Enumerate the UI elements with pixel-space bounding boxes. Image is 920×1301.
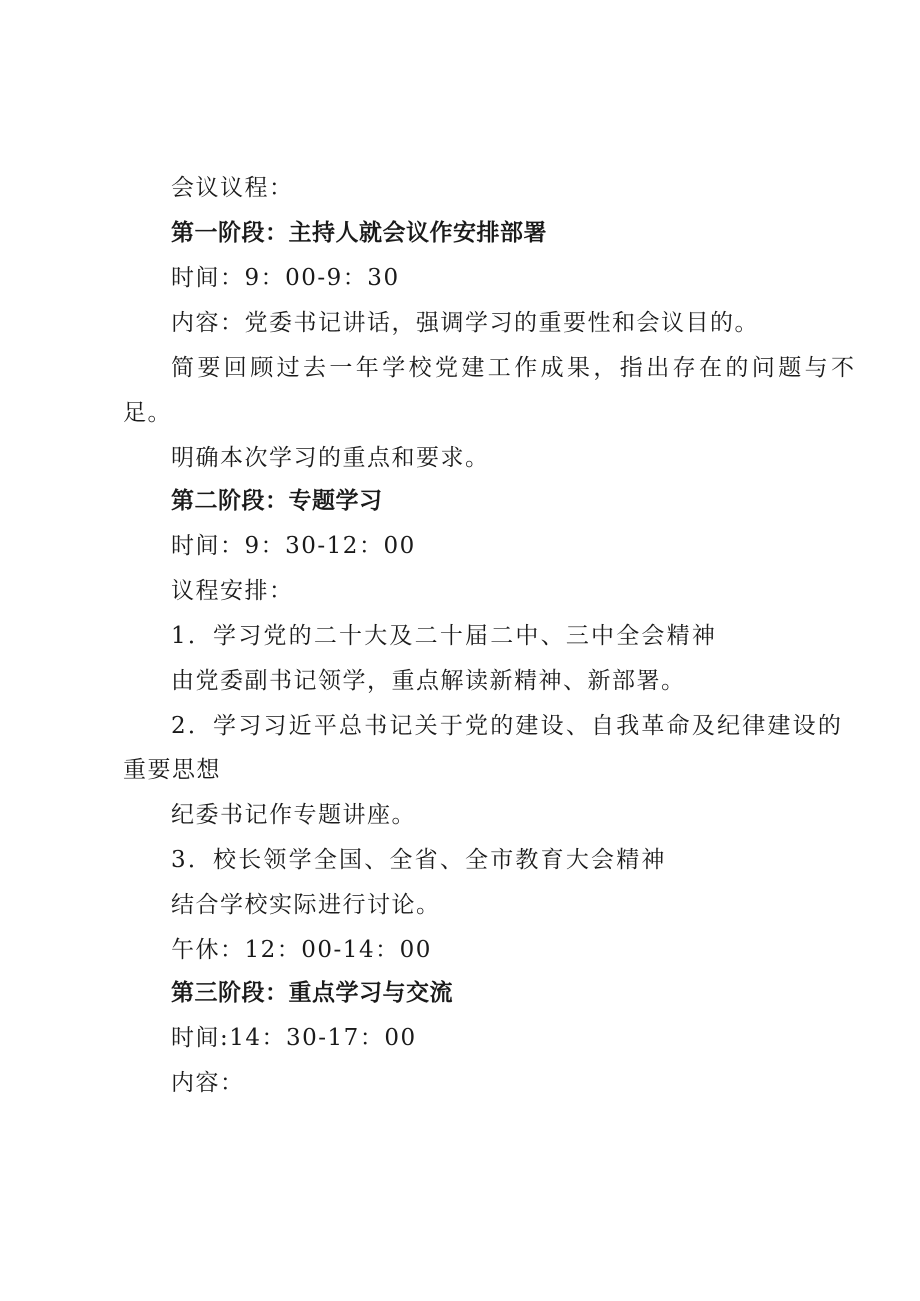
stage3-heading: 第三阶段：重点学习与交流 [171, 980, 453, 1006]
stage1-review-line1: 简要回顾过去一年学校党建工作成果，指出存在的问题与不 [171, 355, 858, 381]
stage2-item1-detail: 由党委副书记领学，重点解读新精神、新部署。 [171, 668, 686, 694]
stage2-item1: 1．学习党的二十大及二十届二中、三中全会精神 [171, 623, 718, 649]
stage1-time: 时间：9：00-9：30 [171, 265, 400, 291]
stage2-item2-line2: 重要思想 [123, 757, 221, 783]
agenda-intro: 会议议程： [171, 175, 294, 201]
stage3-time: 时间:14：30-17：00 [171, 1025, 417, 1051]
stage2-agenda-label: 议程安排： [171, 578, 294, 604]
stage1-content: 内容：党委书记讲话，强调学习的重要性和会议目的。 [171, 310, 759, 336]
stage2-item3-detail: 结合学校实际进行讨论。 [171, 892, 441, 918]
stage2-item3: 3．校长领学全国、全省、全市教育大会精神 [171, 847, 667, 873]
lunch-break: 午休：12：00-14：00 [171, 937, 432, 963]
stage2-heading: 第二阶段：专题学习 [171, 488, 383, 514]
stage1-review-line2: 足。 [123, 400, 172, 426]
stage2-time: 时间：9：30-12：00 [171, 533, 416, 559]
stage2-item2-line1: 2．学习习近平总书记关于党的建设、自我革命及纪律建设的 [171, 713, 844, 739]
stage1-clarify: 明确本次学习的重点和要求。 [171, 445, 490, 471]
stage3-content-label: 内容： [171, 1070, 245, 1096]
stage2-item2-detail: 纪委书记作专题讲座。 [171, 802, 416, 828]
stage1-heading: 第一阶段：主持人就会议作安排部署 [171, 220, 547, 246]
